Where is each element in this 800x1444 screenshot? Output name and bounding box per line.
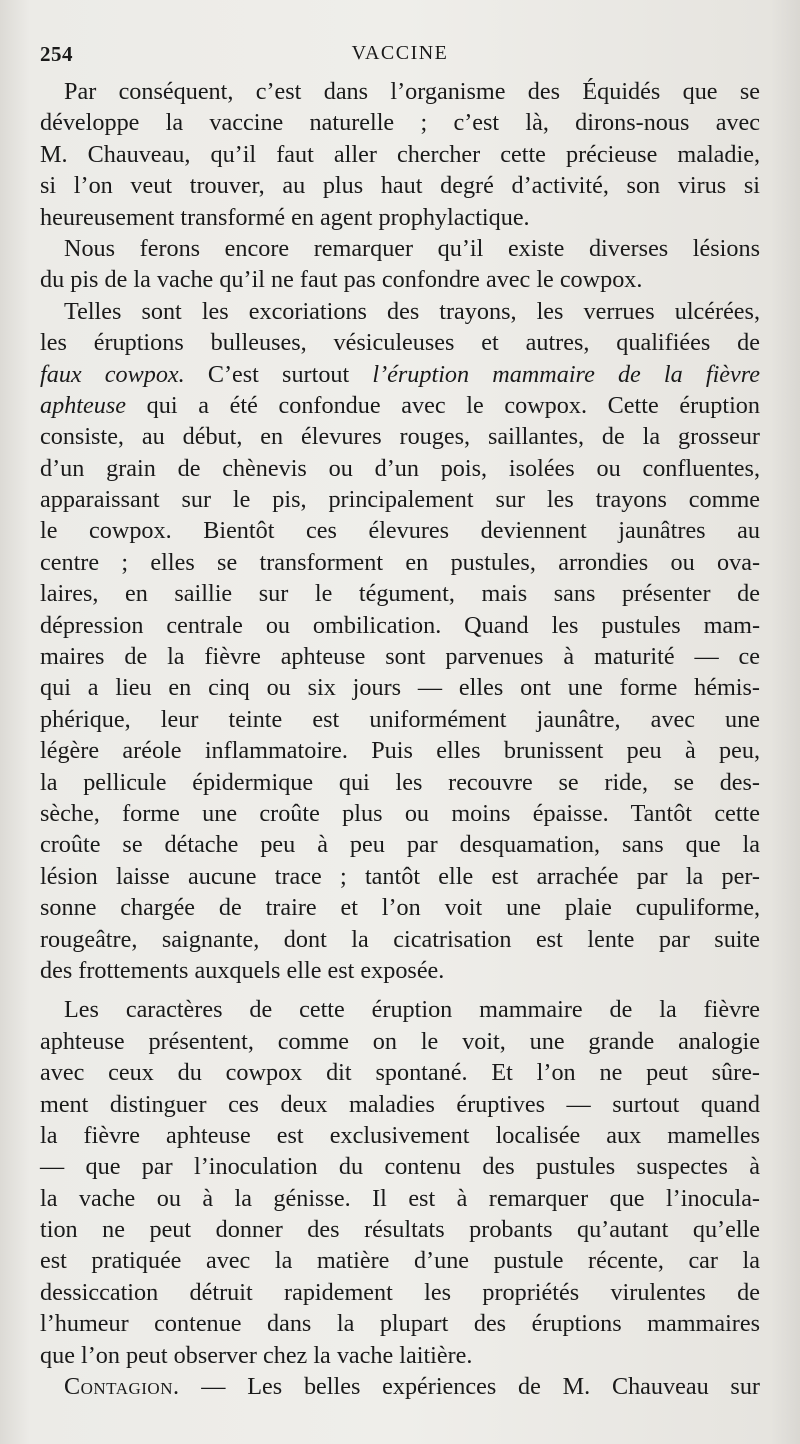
text-line: aphteuse qui a été confondue avec le cowpox. Cette éruption: [40, 391, 760, 419]
text-line: croûte se détache peu à peu par desquamation, sans que la: [40, 831, 760, 859]
text-line: phérique, leur teinte est uniformément jaunâtre, avec une: [40, 705, 760, 733]
text-line: la pellicule épidermique qui les recouvre se ride, se des-: [40, 768, 760, 796]
text-line: ment distinguer ces deux maladies éruptives — surtout quand: [40, 1090, 760, 1118]
text-line: la fièvre aphteuse est exclusivement localisée aux mamelles: [40, 1121, 760, 1149]
text-line: centre ; elles se transforment en pustules, arrondies ou ova-: [40, 548, 760, 576]
text-line: faux cowpox. C’est surtout l’éruption mammaire de la fièvre: [40, 360, 761, 388]
text-line: qui a lieu en cinq ou six jours — elles ont une forme hémis-: [40, 674, 760, 702]
italic-term: l’éruption mammaire de la fièvre: [372, 360, 761, 388]
text-line: légère aréole inflammatoire. Puis elles brunissent peu à peu,: [40, 737, 760, 765]
text-line: Nous ferons encore remarquer qu’il existe diverses lésions: [64, 234, 760, 262]
text-line: rougeâtre, saignante, dont la cicatrisation est lente par suite: [40, 925, 760, 953]
text-line: Telles sont les excoriations des trayons, les verrues ulcérées,: [64, 297, 760, 325]
text-line: sonne chargée de traire et l’on voit une plaie cupuliforme,: [40, 894, 760, 922]
section-heading: Contagion.: [64, 1373, 180, 1401]
text-line: dessiccation détruit rapidement les propriétés virulentes de: [40, 1278, 760, 1306]
text-line: dépression centrale ou ombilication. Quand les pustules mam-: [40, 611, 760, 639]
page-number: 254: [40, 42, 73, 66]
text-line: consiste, au début, en élevures rouges, saillantes, de la grosseur: [40, 423, 760, 451]
text-line: aphteuse présentent, comme on le voit, une grande analogie: [40, 1027, 760, 1055]
text-line: Par conséquent, c’est dans l’organisme des Équidés que se: [64, 78, 760, 105]
text-line: si l’on veut trouver, au plus haut degré d’activité, son virus si: [40, 172, 760, 200]
text-line: des frottements auxquels elle est exposée.: [40, 956, 445, 984]
text-line: du pis de la vache qu’il ne faut pas confondre avec le cowpox.: [40, 266, 643, 294]
page-body: [40, 76, 760, 1402]
running-title: VACCINE: [351, 42, 449, 64]
text-line: laires, en saillie sur le tégument, mais sans présenter de: [40, 580, 760, 608]
text-line: tion ne peut donner des résultats probants qu’autant qu’elle: [40, 1216, 760, 1244]
text-line: l’humeur contenue dans la plupart des éruptions mammaires: [40, 1310, 760, 1338]
text-line: que l’on peut observer chez la vache laitière.: [40, 1341, 473, 1369]
section-start-line: Contagion. — Les belles expériences de M. Chauveau sur: [64, 1373, 760, 1401]
text-line: apparaissant sur le pis, principalement sur les trayons comme: [40, 486, 760, 514]
text-line: heureusement transformé en agent prophylactique.: [40, 203, 530, 231]
text-line: M. Chauveau, qu’il faut aller chercher cette précieuse maladie,: [40, 140, 760, 168]
text-line: d’un grain de chènevis ou d’un pois, isolées ou confluentes,: [40, 454, 760, 482]
text-line: Les caractères de cette éruption mammaire de la fièvre: [64, 996, 760, 1024]
text-line: est pratiquée avec la matière d’une pustule récente, car la: [40, 1247, 760, 1275]
text-line: développe la vaccine naturelle ; c’est là, dirons-nous avec: [40, 109, 760, 137]
text-line: le cowpox. Bientôt ces élevures deviennent jaunâtres au: [40, 517, 760, 545]
italic-term: faux cowpox.: [40, 360, 185, 388]
text-line: la vache ou à la génisse. Il est à remarquer que l’inocula-: [40, 1184, 760, 1212]
text-line: — que par l’inoculation du contenu des pustules suspectes à: [40, 1153, 760, 1181]
page-header: [40, 42, 760, 72]
text-line: les éruptions bulleuses, vésiculeuses et autres, qualifiées de: [40, 329, 760, 357]
text-line: lésion laisse aucune trace ; tantôt elle est arrachée par la per-: [40, 862, 760, 890]
text-line: avec ceux du cowpox dit spontané. Et l’on ne peut sûre-: [40, 1059, 760, 1087]
text-line: sèche, forme une croûte plus ou moins épaisse. Tantôt cette: [40, 799, 760, 827]
italic-term: aphteuse: [40, 391, 126, 419]
text-line: maires de la fièvre aphteuse sont parvenues à maturité — ce: [40, 643, 760, 671]
